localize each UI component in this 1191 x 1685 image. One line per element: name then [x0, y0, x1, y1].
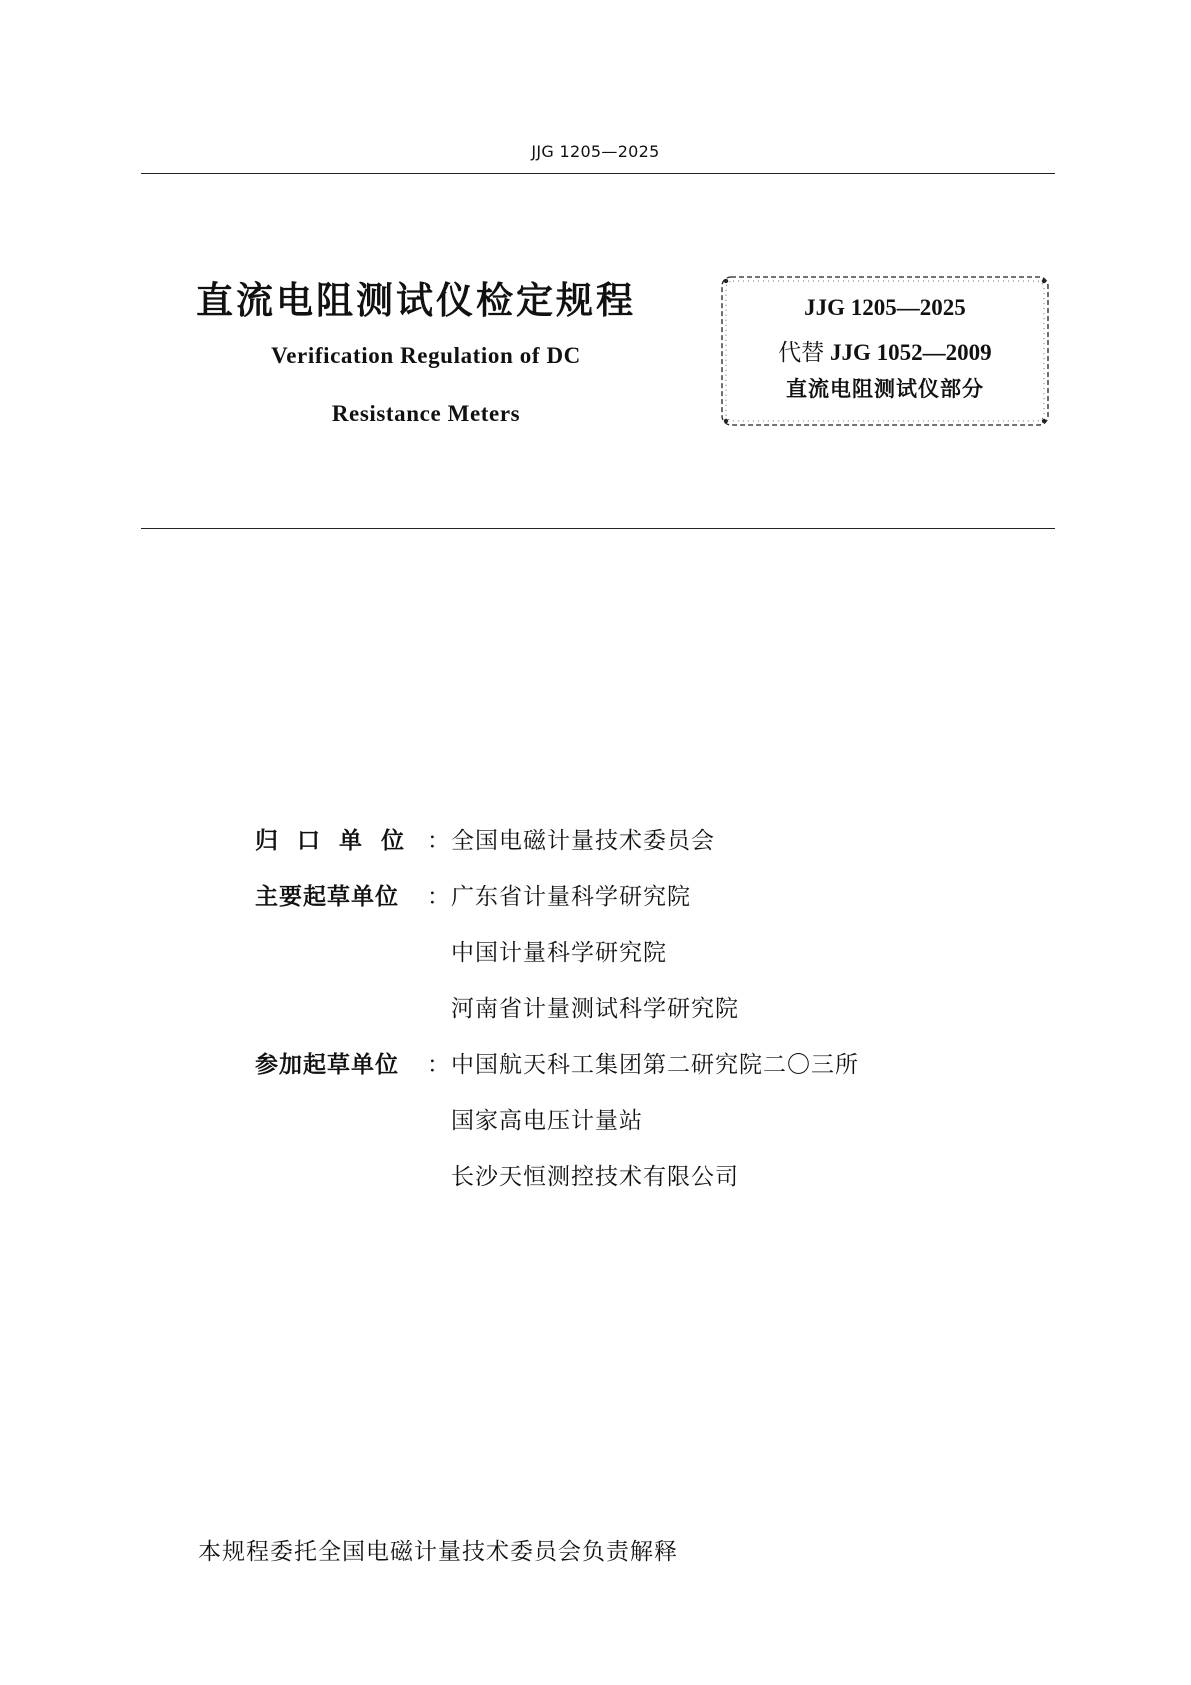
- participating-unit: 中国航天科工集团第二研究院二〇三所: [451, 1052, 859, 1078]
- header-rule: [141, 173, 1055, 174]
- standard-code-box: [718, 273, 1052, 429]
- title-english-line2: Resistance Meters: [331, 401, 521, 426]
- replaces-prefix: 代替: [778, 340, 825, 365]
- drafting-units-section: [255, 825, 1015, 1217]
- main-drafting-unit: 中国计量科学研究院: [451, 940, 667, 966]
- replaced-part: 直流电阻测试仪部分: [786, 377, 984, 401]
- main-drafting-unit: 广东省计量科学研究院: [451, 884, 691, 910]
- participating-row: [255, 1161, 1015, 1217]
- responsible-unit-label: 归口单位: [255, 828, 423, 854]
- header-standard-code: JJG 1205—2025: [531, 142, 660, 161]
- participating-label: 参加起草单位: [255, 1052, 399, 1078]
- interpretation-note: 本规程委托全国电磁计量技术委员会负责解释: [198, 1539, 678, 1565]
- replaced-code: JJG 1052—2009: [830, 340, 992, 365]
- participating-row: [255, 1049, 1015, 1105]
- label-colon: ：: [427, 828, 450, 854]
- main-drafting-row: [255, 881, 1015, 937]
- standard-code: JJG 1205—2025: [804, 295, 966, 320]
- replaces-line: [718, 334, 1052, 367]
- main-drafting-row: [255, 993, 1015, 1049]
- main-drafting-label: 主要起草单位: [255, 884, 399, 910]
- responsible-unit-row: [255, 825, 1015, 881]
- participating-row: [255, 1105, 1015, 1161]
- participating-unit: 国家高电压计量站: [451, 1108, 643, 1134]
- title-english-line1: Verification Regulation of DC: [271, 343, 581, 368]
- participating-unit: 长沙天恒测控技术有限公司: [451, 1164, 739, 1190]
- label-colon: ：: [427, 1052, 450, 1078]
- title-bottom-rule: [141, 528, 1055, 529]
- title-chinese: 直流电阻测试仪检定规程: [196, 279, 636, 322]
- main-drafting-row: [255, 937, 1015, 993]
- responsible-unit-value: 全国电磁计量技术委员会: [451, 828, 715, 854]
- label-colon: ：: [427, 884, 450, 910]
- main-drafting-unit: 河南省计量测试科学研究院: [451, 996, 739, 1022]
